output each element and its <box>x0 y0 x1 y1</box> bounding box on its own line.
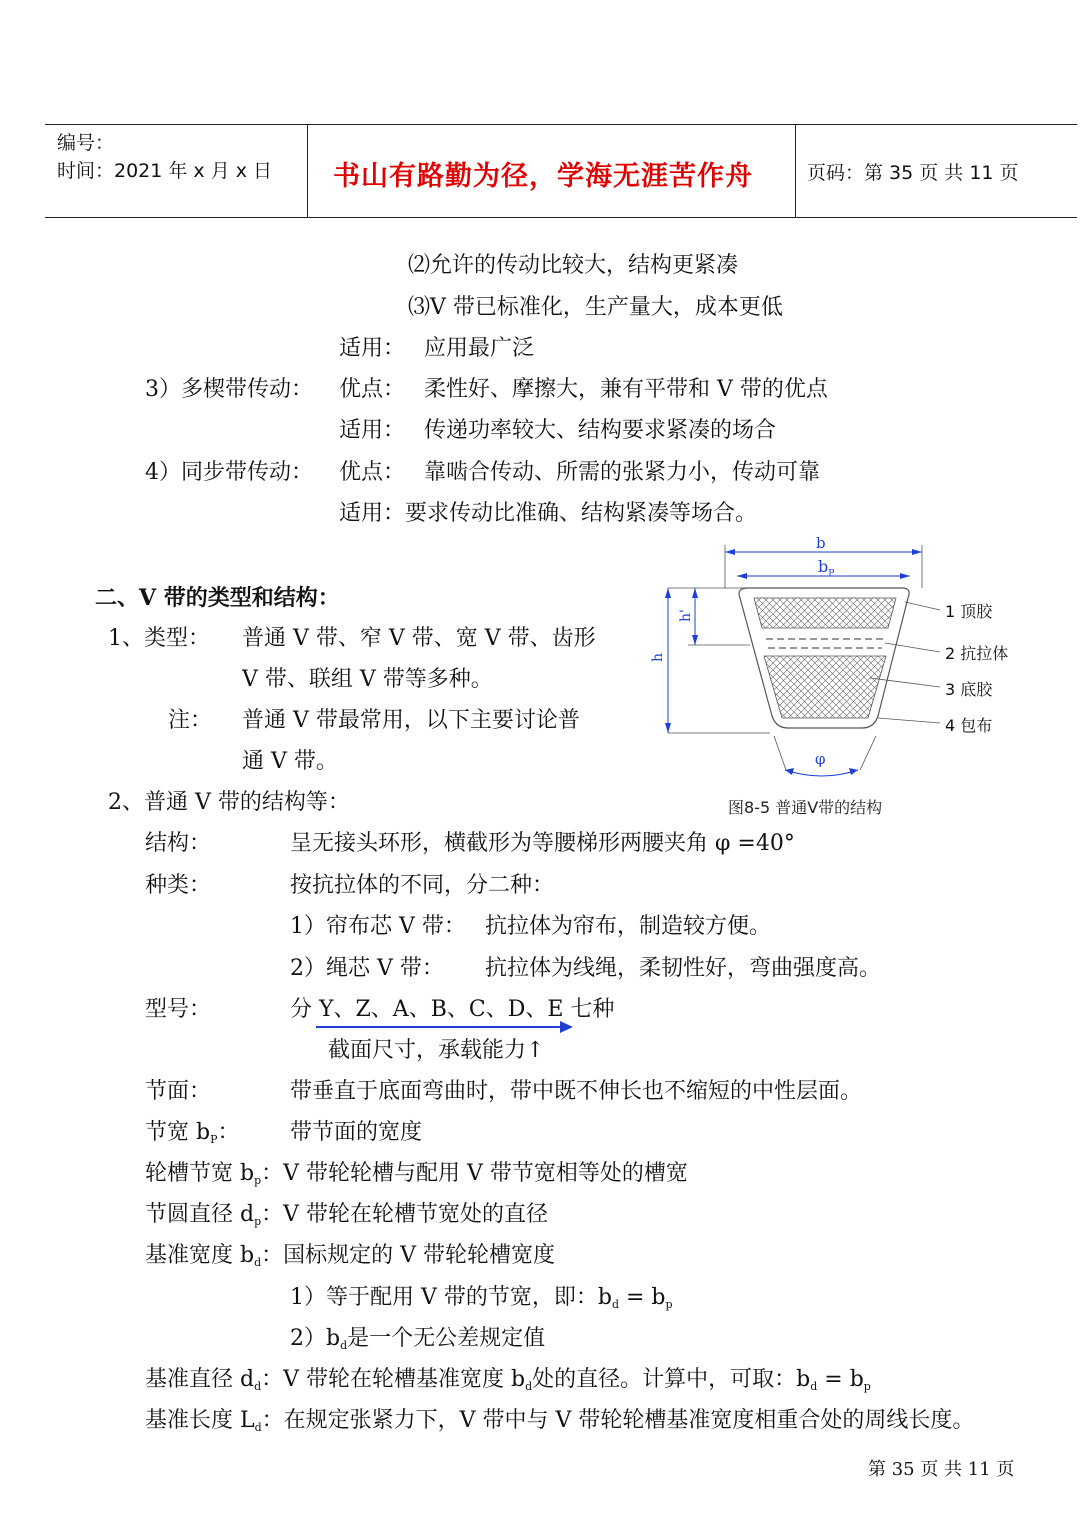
dim-arrow-icon <box>737 573 747 579</box>
part-tension-member: 2 抗拉体 <box>945 644 1009 663</box>
structure-heading: 2、普通 V 带的结构等： <box>108 790 350 815</box>
dim-arrow-icon <box>665 723 671 733</box>
multi-wedge-apply-label: 适用： <box>339 418 406 443</box>
part-bottom-rubber: 3 底胶 <box>945 680 993 699</box>
pitch-width-value: 带节面的宽度 <box>290 1120 423 1145</box>
apply-label: 适用： <box>339 336 406 361</box>
note-value-1: 普通 V 带最常用，以下主要讨论普 <box>242 708 580 733</box>
datum-width-note-2: $2)b_d$是一个无公差规定值 <box>290 1326 546 1352</box>
label-phi: φ <box>815 750 826 768</box>
header-divider <box>307 125 308 217</box>
kind2-value: 抗拉体为线绳，柔韧性好，弯曲强度高。 <box>485 956 882 981</box>
dim-arrow-icon <box>849 768 858 775</box>
datum-width: 基准宽度 $b_d$：国标规定的 V 带轮轮槽宽度 <box>145 1243 555 1269</box>
pitch-label: 节面： <box>145 1079 212 1104</box>
kind2-label: 2）绳芯 V 带： <box>290 956 444 981</box>
dim-arrow-icon <box>912 549 922 555</box>
pitch-width-label: 节宽 $b_P$： <box>145 1120 240 1146</box>
header-motto: 书山有路勤为径，学海无涯苦作舟 <box>333 161 753 192</box>
sync-belt-adv-value: 靠啮合传动、所需的张紧力小，传动可靠 <box>424 460 821 485</box>
part-wrapping: 4 包布 <box>945 716 993 735</box>
advantage-line-3: ⑶V 带已标准化，生产量大，成本更低 <box>408 295 783 320</box>
model-note: 截面尺寸，承载能力↑ <box>328 1038 545 1063</box>
note-label: 注： <box>168 708 213 733</box>
time-label: 时间：2021 年 x 月 x 日 <box>57 160 273 182</box>
top-rubber <box>754 598 896 628</box>
multi-wedge-adv-label: 优点： <box>339 377 406 402</box>
label-bp: $b_P$ <box>818 557 835 579</box>
apply-value: 应用最广泛 <box>424 336 535 361</box>
arrow-right-icon <box>560 1021 573 1033</box>
v-belt-figure <box>640 530 1040 830</box>
type-value-1: 普通 V 带、窄 V 带、宽 V 带、齿形 <box>242 626 596 651</box>
dim-arrow-icon <box>692 635 698 645</box>
page-footer: 第 35 页 共 11 页 <box>868 1459 1015 1480</box>
pitch-value: 带垂直于底面弯曲时，带中既不伸长也不缩短的中性层面。 <box>290 1079 863 1104</box>
header-page-info: 页码：第 35 页 共 11 页 <box>807 162 1019 184</box>
type-label: 1、类型： <box>108 626 210 651</box>
sync-belt-apply: 适用：要求传动比准确、结构紧凑等场合。 <box>339 501 758 526</box>
multi-wedge-apply-value: 传递功率较大、结构要求紧凑的场合 <box>424 418 777 443</box>
type-value-2: V 带、联组 V 带等多种。 <box>242 667 493 692</box>
page-header <box>45 124 1077 218</box>
struct-label: 结构： <box>145 831 212 856</box>
kind-value: 按抗拉体的不同，分二种： <box>290 873 555 898</box>
multi-wedge-adv-value: 柔性好、摩擦大，兼有平带和 V 带的优点 <box>424 377 828 402</box>
model-arrow-line <box>316 1026 564 1028</box>
note-value-2: 通 V 带。 <box>242 749 338 774</box>
sync-belt-title: 4）同步带传动： <box>145 460 313 485</box>
part-top-rubber: 1 顶胶 <box>945 602 993 621</box>
kind1-value: 抗拉体为帘布，制造较方便。 <box>485 914 772 939</box>
dim-arrow-icon <box>725 549 735 555</box>
kind-label: 种类： <box>145 873 212 898</box>
dim-arrow-icon <box>785 768 794 775</box>
label-h: h <box>650 652 666 662</box>
dim-arrow-icon <box>900 573 910 579</box>
dim-arrow-icon <box>692 588 698 598</box>
multi-wedge-title: 3）多楔带传动： <box>145 377 313 402</box>
advantage-line-2: ⑵允许的传动比较大，结构更紧凑 <box>408 253 739 278</box>
datum-width-note-1: 1）等于配用 V 带的节宽，即：$b_d = b_p$ <box>290 1285 673 1311</box>
datum-diameter: 基准直径 $d_d$：V 带轮在轮槽基准宽度 $b_d$处的直径。计算中，可取：$b_d = b_p$ <box>145 1367 871 1393</box>
figure-caption: 图8-5 普通V带的结构 <box>728 798 883 817</box>
bottom-rubber <box>764 656 886 718</box>
datum-length: 基准长度 $L_d$：在规定张紧力下，V 带中与 V 带轮轮槽基准宽度相重合处的周线长度。 <box>145 1408 975 1434</box>
model-value: 分 Y、Z、A、B、C、D、E 七种 <box>290 997 615 1022</box>
groove-pitch-width: 轮槽节宽 $b_p$：V 带轮轮槽与配用 V 带节宽相等处的槽宽 <box>145 1161 688 1187</box>
sync-belt-adv-label: 优点： <box>339 460 406 485</box>
label-hp: h' <box>678 609 694 622</box>
dim-arrow-icon <box>665 588 671 598</box>
pitch-diameter: 节圆直径 $d_p$：V 带轮在轮槽节宽处的直径 <box>145 1202 549 1228</box>
label-b: b <box>816 534 826 552</box>
model-label: 型号： <box>145 997 212 1022</box>
header-divider <box>795 125 796 217</box>
section-heading: 二、V 带的类型和结构： <box>95 585 340 611</box>
kind1-label: 1）帘布芯 V 带： <box>290 914 466 939</box>
angle-arc <box>785 770 858 776</box>
number-label: 编号： <box>57 132 115 154</box>
struct-value: 呈无接头环形，横截形为等腰梯形两腰夹角 φ =40° <box>290 831 795 856</box>
